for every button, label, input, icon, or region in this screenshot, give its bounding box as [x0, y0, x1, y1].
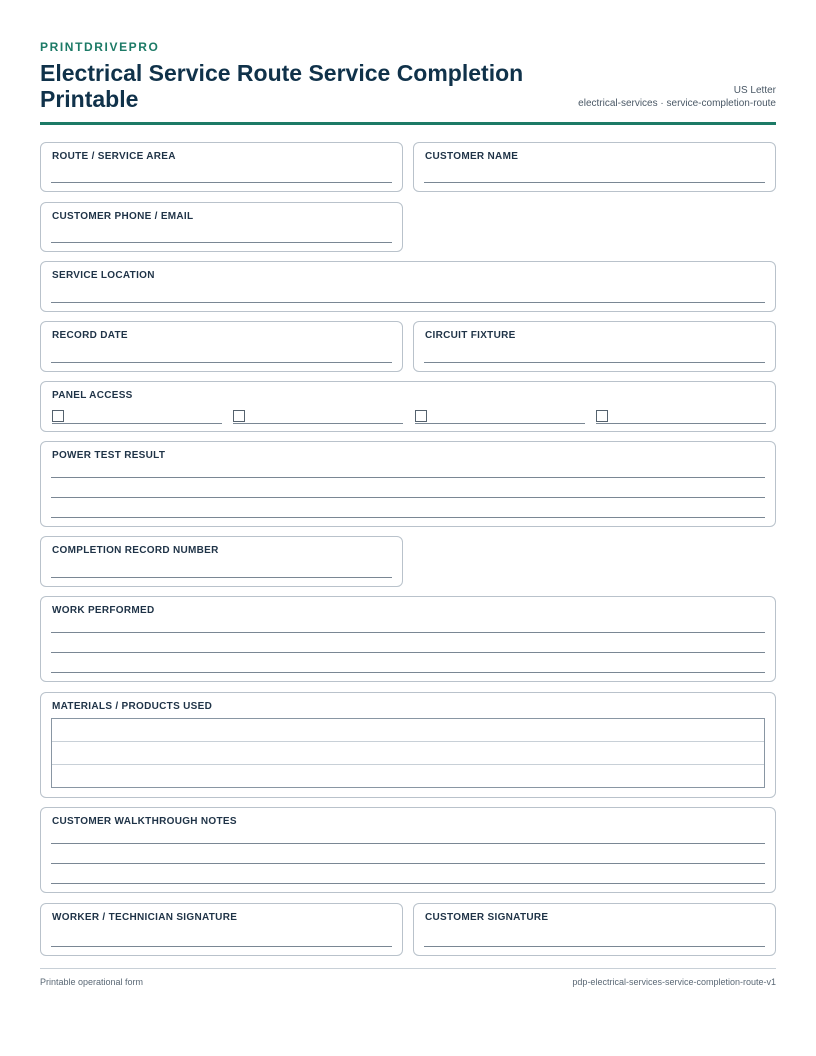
route-service-area-field[interactable] [40, 142, 403, 192]
write-line [233, 423, 403, 424]
field-label: WORK PERFORMED [52, 605, 155, 616]
circuit-fixture-field[interactable] [413, 321, 776, 372]
checkbox-option-4[interactable] [596, 408, 766, 424]
write-line[interactable] [51, 863, 765, 864]
write-line[interactable] [51, 497, 765, 498]
field-label: MATERIALS / PRODUCTS USED [52, 701, 213, 712]
field-label: WORKER / TECHNICIAN SIGNATURE [52, 912, 238, 923]
service-location-field[interactable] [40, 261, 776, 312]
signature-line[interactable] [424, 946, 765, 947]
header-rule [40, 122, 776, 125]
field-label: CUSTOMER SIGNATURE [425, 912, 549, 923]
field-label: COMPLETION RECORD NUMBER [52, 545, 219, 556]
write-line[interactable] [51, 362, 392, 363]
checkbox[interactable] [415, 410, 427, 422]
checkbox-option-2[interactable] [233, 408, 403, 424]
write-line[interactable] [51, 672, 765, 673]
write-line[interactable] [51, 517, 765, 518]
checkbox[interactable] [52, 410, 64, 422]
signature-line[interactable] [51, 946, 392, 947]
write-line[interactable] [51, 182, 392, 183]
write-line [415, 423, 585, 424]
record-date-field[interactable] [40, 321, 403, 372]
customer-name-field[interactable] [413, 142, 776, 192]
panel-access-field [40, 381, 776, 432]
write-line[interactable] [51, 302, 765, 303]
power-test-result-field[interactable] [40, 441, 776, 527]
field-label: CUSTOMER WALKTHROUGH NOTES [52, 816, 237, 827]
write-line[interactable] [51, 577, 392, 578]
table-row[interactable] [52, 742, 764, 765]
checkbox[interactable] [596, 410, 608, 422]
materials-products-used-field [40, 692, 776, 798]
field-label: CIRCUIT FIXTURE [425, 330, 516, 341]
worker-technician-signature-field[interactable] [40, 903, 403, 956]
table-row[interactable] [52, 765, 764, 788]
write-line[interactable] [51, 883, 765, 884]
table-row[interactable] [52, 719, 764, 742]
page-title: Electrical Service Route Service Completion Printable [40, 60, 524, 112]
footer-form-id: pdp-electrical-services-service-completion-route-v1 [572, 977, 776, 987]
write-line [52, 423, 222, 424]
completion-record-number-field[interactable] [40, 536, 403, 587]
field-label: RECORD DATE [52, 330, 128, 341]
checkbox-option-3[interactable] [415, 408, 585, 424]
field-label: PANEL ACCESS [52, 390, 133, 401]
work-performed-field[interactable] [40, 596, 776, 682]
write-line[interactable] [51, 652, 765, 653]
field-label: SERVICE LOCATION [52, 270, 155, 281]
write-line[interactable] [51, 632, 765, 633]
write-line[interactable] [424, 362, 765, 363]
field-label: ROUTE / SERVICE AREA [52, 151, 176, 162]
brand-name: PRINTDRIVEPRO [40, 40, 160, 54]
write-line[interactable] [51, 843, 765, 844]
paper-size: US Letter [733, 85, 776, 96]
form-slug: electrical-services · service-completion-route [578, 98, 776, 109]
checkbox-option-1[interactable] [52, 408, 222, 424]
customer-phone-email-field[interactable] [40, 202, 403, 252]
write-line[interactable] [51, 242, 392, 243]
footer-rule [40, 968, 776, 969]
customer-walkthrough-notes-field[interactable] [40, 807, 776, 893]
write-line[interactable] [424, 182, 765, 183]
checkbox[interactable] [233, 410, 245, 422]
footer-description: Printable operational form [40, 977, 144, 987]
write-line [596, 423, 766, 424]
materials-table [51, 718, 765, 788]
customer-signature-field[interactable] [413, 903, 776, 956]
field-label: CUSTOMER PHONE / EMAIL [52, 211, 194, 222]
field-label: CUSTOMER NAME [425, 151, 519, 162]
write-line[interactable] [51, 477, 765, 478]
field-label: POWER TEST RESULT [52, 450, 166, 461]
form-meta [578, 84, 776, 110]
